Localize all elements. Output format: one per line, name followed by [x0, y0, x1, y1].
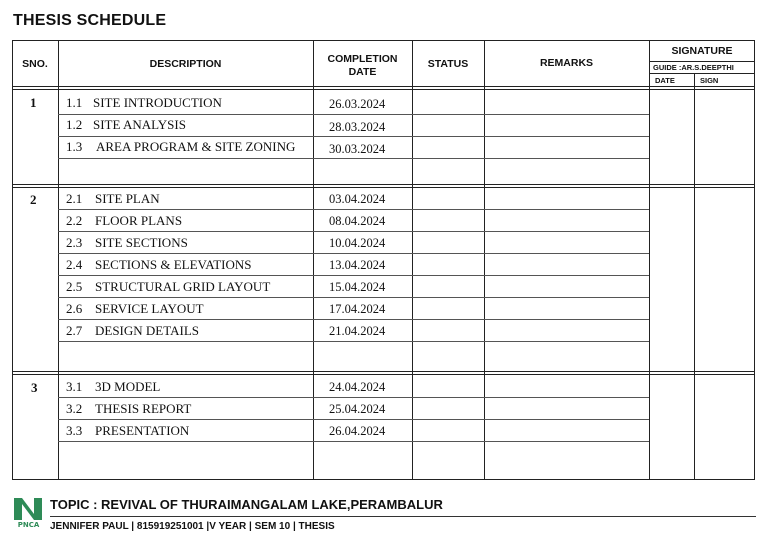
pnca-logo-icon	[12, 496, 45, 529]
row-rule	[58, 341, 649, 342]
group-sno: 3	[31, 380, 38, 395]
row-description: STRUCTURAL GRID LAYOUT	[95, 279, 271, 294]
row-rule	[58, 441, 649, 442]
row-date: 26.04.2024	[329, 424, 386, 438]
row-rule	[58, 397, 649, 398]
guide-rule	[649, 73, 755, 74]
header-sig-date: DATE	[655, 76, 675, 85]
signature-rule	[649, 61, 755, 62]
row-date: 03.04.2024	[329, 192, 386, 206]
group-rule-double	[12, 187, 755, 188]
header-sig-sign: SIGN	[700, 76, 719, 85]
row-rule	[58, 275, 649, 276]
header-rule	[12, 86, 755, 87]
group-rule	[12, 371, 755, 372]
row-date: 25.04.2024	[329, 402, 386, 416]
row-code: 1.2	[66, 117, 83, 132]
row-date: 26.03.2024	[329, 97, 386, 111]
row-date: 28.03.2024	[329, 120, 386, 134]
row-rule	[58, 419, 649, 420]
row-rule	[58, 114, 649, 115]
row-code: 2.1	[66, 191, 83, 206]
row-date: 13.04.2024	[329, 258, 386, 272]
row-description: FLOOR PLANS	[95, 213, 183, 228]
col-divider-signature	[694, 73, 695, 480]
header-sno: SNO.	[22, 58, 48, 70]
group-rule	[12, 184, 755, 185]
group-rule-double	[12, 374, 755, 375]
group-sno: 1	[30, 95, 37, 110]
row-date: 15.04.2024	[329, 280, 386, 294]
group-sno: 2	[30, 192, 37, 207]
topic-title: TOPIC : REVIVAL OF THURAIMANGALAM LAKE,PERAMBALUR	[50, 497, 443, 512]
row-description: 3D MODEL	[95, 379, 161, 394]
row-description: DESIGN DETAILS	[95, 323, 200, 338]
row-code: 2.7	[66, 323, 83, 338]
header-completion: COMPLETION	[327, 53, 398, 65]
row-date: 08.04.2024	[329, 214, 386, 228]
row-rule	[58, 136, 649, 137]
row-description: SECTIONS & ELEVATIONS	[95, 257, 252, 272]
footer-rule	[50, 516, 756, 517]
row-date: 30.03.2024	[329, 142, 386, 156]
row-description: SITE PLAN	[95, 191, 160, 206]
row-code: 2.3	[66, 235, 83, 250]
col-divider-status	[484, 40, 485, 480]
col-divider-desc	[313, 40, 314, 480]
row-code: 3.3	[66, 423, 83, 438]
row-code: 3.2	[66, 401, 83, 416]
row-code: 3.1	[66, 379, 83, 394]
row-description: PRESENTATION	[95, 423, 190, 438]
row-description: SITE ANALYSIS	[93, 117, 186, 132]
header-completion-date: DATE	[348, 66, 377, 78]
row-rule	[58, 253, 649, 254]
header-guide: GUIDE :AR.S.DEEPTHI	[653, 63, 734, 72]
page-title: THESIS SCHEDULE	[13, 12, 167, 29]
row-description: SERVICE LAYOUT	[95, 301, 204, 316]
row-code: 1.1	[66, 95, 83, 110]
row-description: SITE INTRODUCTION	[93, 95, 222, 110]
row-code: 1.3	[66, 139, 83, 154]
row-code: 2.4	[66, 257, 83, 272]
header-description: DESCRIPTION	[149, 58, 222, 70]
row-rule	[58, 231, 649, 232]
row-code: 2.5	[66, 279, 83, 294]
row-code: 2.6	[66, 301, 83, 316]
row-date: 21.04.2024	[329, 324, 386, 338]
row-description: AREA PROGRAM & SITE ZONING	[96, 139, 296, 154]
row-rule	[58, 297, 649, 298]
col-divider-date	[412, 40, 413, 480]
row-rule	[58, 209, 649, 210]
row-rule	[58, 319, 649, 320]
col-divider-remarks	[649, 40, 650, 480]
header-status: STATUS	[427, 58, 469, 70]
row-description: SITE SECTIONS	[95, 235, 188, 250]
row-date: 24.04.2024	[329, 380, 386, 394]
header-rule-double	[12, 89, 755, 90]
row-date: 17.04.2024	[329, 302, 386, 316]
row-description: THESIS REPORT	[95, 401, 192, 416]
row-rule	[58, 158, 649, 159]
student-info: JENNIFER PAUL | 815919251001 |V YEAR | SEM 10 | THESIS	[50, 521, 335, 532]
svg-text:PNCA: PNCA	[17, 521, 40, 529]
row-date: 10.04.2024	[329, 236, 386, 250]
header-signature: SIGNATURE	[671, 45, 733, 57]
row-code: 2.2	[66, 213, 83, 228]
col-divider-sno	[58, 40, 59, 480]
header-remarks: REMARKS	[539, 57, 594, 69]
